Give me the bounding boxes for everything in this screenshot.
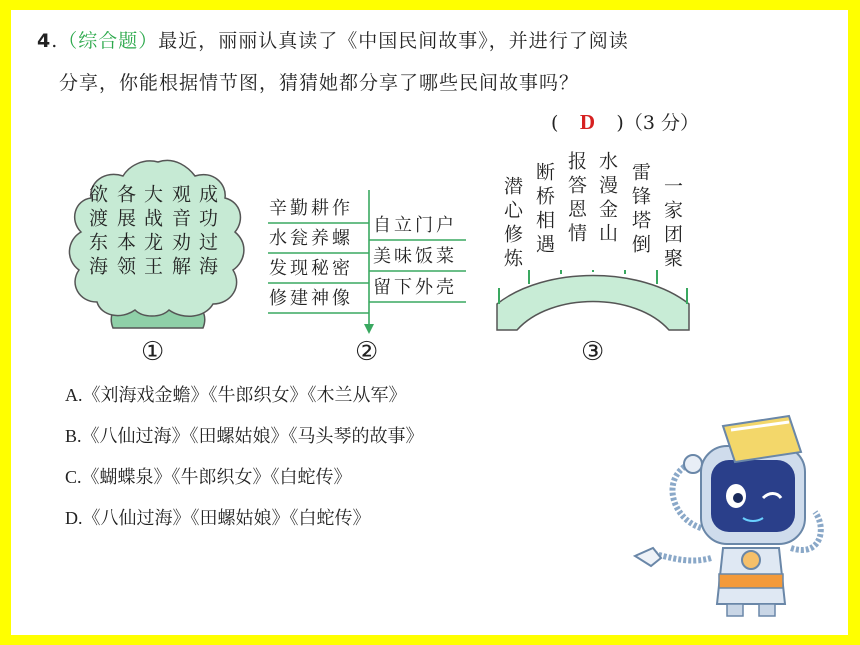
number-dot: .	[51, 30, 59, 52]
figure3-col-4: 报答恩情	[565, 151, 587, 247]
question-number: 4	[37, 30, 52, 52]
answer-area	[551, 108, 699, 135]
figure1-col-4: 各展本领	[114, 184, 136, 280]
figure1-col-3: 大战龙王	[141, 184, 163, 280]
option-b-text: 《八仙过海》《田螺姑娘》《马头琴的故事》	[81, 426, 424, 447]
option-d-text: 《八仙过海》《田螺姑娘》《白蛇传》	[82, 508, 371, 529]
figure3-col-3: 水漫金山	[596, 151, 618, 247]
question-line-1	[37, 26, 629, 53]
question-text-1: 最近，丽丽认真读了《中国民间故事》，并进行了阅读	[158, 30, 629, 52]
figure3-bridge	[495, 270, 691, 332]
option-b[interactable]	[65, 422, 424, 448]
option-c-text: 《蝴蝶泉》《牛郎织女》《白蛇传》	[81, 467, 352, 488]
figure3-col-2: 雷锋塔倒	[629, 162, 651, 258]
option-a-text: 《刘海戏金蟾》《牛郎织女》《木兰从军》	[82, 385, 407, 406]
figure3-col-6: 潜心修炼	[501, 176, 523, 272]
slide	[11, 10, 848, 635]
figure3-label: ③	[581, 337, 605, 367]
answer-close: )（3 分）	[616, 112, 699, 134]
figure3-col-5: 断桥相遇	[533, 162, 555, 258]
option-b-letter: B.	[65, 426, 82, 446]
figure2-left-4: 修建神像	[269, 288, 353, 309]
option-d-letter: D.	[65, 508, 83, 528]
question-line-2: 分享，你能根据情节图，猜猜她都分享了哪些民间故事吗？	[59, 72, 580, 94]
question-tag: （综合题）	[58, 30, 159, 52]
figure2-right-1: 自立门户	[373, 215, 457, 236]
figure1-col-5: 欲渡东海	[86, 184, 108, 280]
answer-letter: D	[579, 110, 595, 134]
robot-mascot-illustration	[631, 408, 831, 618]
figure2-left-1: 辛勤耕作	[269, 198, 353, 219]
figure3-col-1: 一家团聚	[661, 176, 683, 272]
option-d[interactable]	[65, 504, 371, 530]
figure1-label: ①	[141, 337, 165, 367]
figure2-left-2: 水瓮养螺	[269, 228, 353, 249]
option-a-letter: A.	[65, 385, 83, 405]
figure1-col-2: 观音劝解	[169, 184, 191, 280]
figure2-right-2: 美味饭菜	[373, 246, 457, 267]
figure2-right-3: 留下外壳	[373, 277, 457, 298]
option-a[interactable]	[65, 381, 407, 407]
figure2-left-3: 发现秘密	[269, 258, 353, 279]
figure2-label: ②	[355, 337, 379, 367]
answer-open: (	[551, 112, 559, 134]
option-c[interactable]	[65, 463, 352, 489]
figure1-col-1: 成功过海	[196, 184, 218, 280]
option-c-letter: C.	[65, 467, 82, 487]
